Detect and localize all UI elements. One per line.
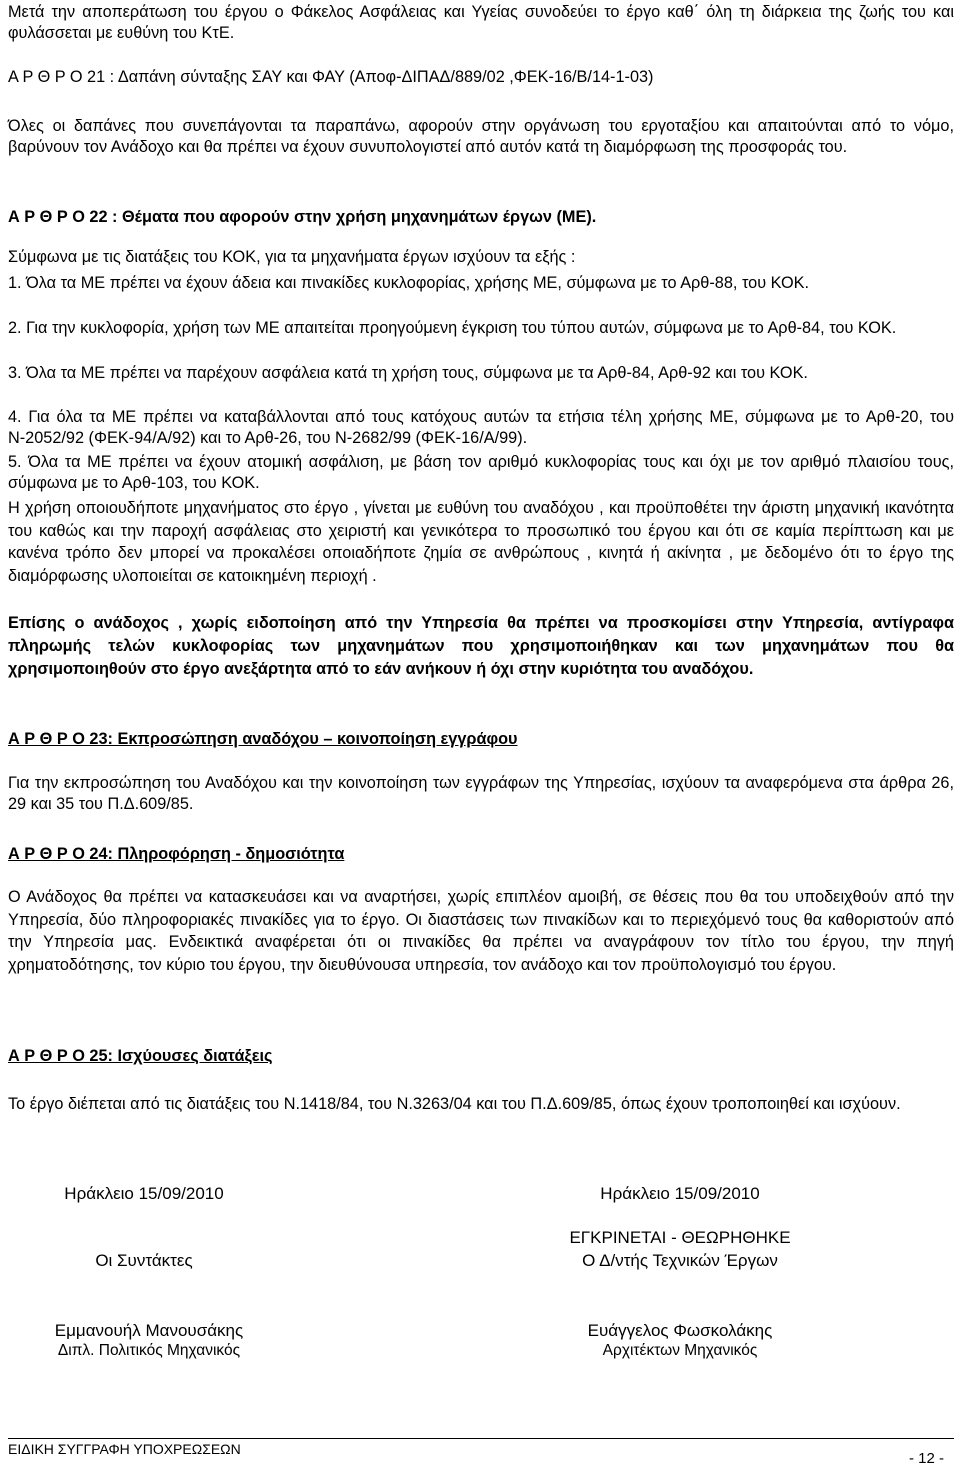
list-item bbox=[8, 407, 954, 449]
article-21-heading: Α Ρ Θ Ρ Ο 21 : Δαπάνη σύνταξης ΣΑΥ και ΦΑΥ (Αποφ-ΔΙΠΑΔ/889/02 ,ΦΕΚ-16/Β/14-1-03) bbox=[8, 68, 654, 86]
article-24-heading: Α Ρ Θ Ρ Ο 24: Πληροφόρηση - δημοσιότητα bbox=[8, 845, 345, 863]
list-item bbox=[8, 452, 954, 494]
article-22-bold-note: Επίσης ο ανάδοχος , χωρίς ειδοποίηση από την Υπηρεσία θα πρέπει να προσκομίσει στην Υπηρεσία, αντίγραφα πληρωμής τελών κυκλοφορίας των μηχανημάτων που χρησιμοποιήθηκαν και των μηχανημάτων που θα χρησιμοποιηθούν στο έργο ανεξάρτητα από το εάν ανήκουν ή όχι στην κυριότητα του αναδόχου. bbox=[8, 614, 954, 678]
footer-document-title: ΕΙΔΙΚΗ ΣΥΓΓΡΑΦΗ ΥΠΟΧΡΕΩΣΕΩΝ bbox=[8, 1441, 241, 1457]
list-item-text: Όλα τα ΜΕ πρέπει να έχουν ατομική ασφάλιση, με βάση τον αριθμό κυκλοφορίας τους και όχι με τον αριθμό πλαισίου τους, σύμφωνα με το Αρθ-103, του ΚΟΚ. bbox=[8, 453, 954, 492]
signature-left-title: Διπλ. Πολιτικός Μηχανικός bbox=[57, 1342, 241, 1359]
signature-right-role: Ο Δ/ντής Τεχνικών Έργων bbox=[582, 1251, 778, 1270]
article-22-heading: Α Ρ Θ Ρ Ο 22 : Θέματα που αφορούν στην χρήση μηχανημάτων έργων (ΜΕ). bbox=[8, 208, 597, 226]
signature-right-approval: ΕΓΚΡΙΝΕΤΑΙ - ΘΕΩΡΗΘΗΚΕ bbox=[569, 1228, 791, 1247]
list-item-number: 1. bbox=[8, 274, 22, 292]
article-22-responsibility: Η χρήση οποιουδήποτε μηχανήματος στο έργο , γίνεται με ευθύνη του αναδόχου , και προϋποθέτει την άριστη μηχανική ικανότητα του καθώς και την παροχή ασφάλειας στο χειριστή και γενικότερα το προσωπικό του έργου και ότι σε καμία περίπτωση και με κανένα τρόπο δεν μπορεί να προκαλέσει οποιαδήποτε ζημία σε ανθρώπους , κινητά ή ακίνητα , με δεδομένο ότι το έργο της διαμόρφωσης υλοποιείται σε κατοικημένη περιοχή . bbox=[8, 499, 954, 585]
signature-right-date: Ηράκλειο 15/09/2010 bbox=[600, 1184, 760, 1203]
list-item-text: Όλα τα ΜΕ πρέπει να παρέχουν ασφάλεια κατά τη χρήση τους, σύμφωνα με τα Αρθ-84, Αρθ-92 και του ΚΟΚ. bbox=[26, 364, 808, 382]
list-item-number: 5. bbox=[8, 453, 22, 471]
article-24-body: Ο Ανάδοχος θα πρέπει να κατασκευάσει και να αναρτήσει, χωρίς επιπλέον αμοιβή, σε θέσεις που θα του υποδειχθούν από την Υπηρεσία, δύο πληροφοριακές πινακίδες για το έργο. Οι διαστάσεις των πινακίδων και το περιεχόμενό τους θα καθοριστούν από την Υπηρεσία μας. Ενδεικτικά αναφέρεται ότι οι πινακίδες θα πρέπει να αναγράφουν τον τίτλο του έργου, την πηγή χρηματοδότησης, τον κύριο του έργου, την διευθύνουσα υπηρεσία, τον ανάδοχο και τον προϋπολογισμό του έργου. bbox=[8, 888, 954, 974]
list-item-text: Για όλα τα ΜΕ πρέπει να καταβάλλονται από τους κατόχους αυτών τα ετήσια τέλη χρήσης ΜΕ, σύμφωνα με το Αρθ-20, του Ν-2052/92 (ΦΕΚ-94/Α/92) και το Αρθ-26, του Ν-2682/99 (ΦΕΚ-16/Α/99). bbox=[8, 408, 954, 447]
signature-left-name: Εμμανουήλ Μανουσάκης bbox=[54, 1321, 244, 1340]
signature-left-role: Οι Συντάκτες bbox=[95, 1251, 193, 1270]
footer-divider bbox=[8, 1438, 954, 1439]
signature-left-date: Ηράκλειο 15/09/2010 bbox=[64, 1184, 224, 1203]
list-item-number: 3. bbox=[8, 364, 22, 382]
article-23-body: Για την εκπροσώπηση του Αναδόχου και την κοινοποίηση των εγγράφων της Υπηρεσίας, ισχύουν τα αναφερόμενα στα άρθρα 26, 29 και 35 του Π.Δ.609/85. bbox=[8, 774, 954, 813]
article-23-heading: Α Ρ Θ Ρ Ο 23: Εκπροσώπηση αναδόχου – κοινοποίηση εγγράφου bbox=[8, 730, 518, 748]
signature-right-name: Ευάγγελος Φωσκολάκης bbox=[587, 1321, 773, 1340]
list-item-text: Για την κυκλοφορία, χρήση των ΜΕ απαιτείται προηγούμενη έγκριση του τύπου αυτών, σύμφωνα με το Αρθ-84, του ΚΟΚ. bbox=[26, 319, 897, 337]
signature-right-title: Αρχιτέκτων Μηχανικός bbox=[602, 1342, 758, 1359]
list-item-number: 2. bbox=[8, 319, 22, 337]
article-25-heading: Α Ρ Θ Ρ Ο 25: Ισχύουσες διατάξεις bbox=[8, 1047, 273, 1065]
article-22-intro: Σύμφωνα με τις διατάξεις του ΚΟΚ, για τα μηχανήματα έργων ισχύουν τα εξής : bbox=[8, 248, 576, 266]
article-21-body: Όλες οι δαπάνες που συνεπάγονται τα παραπάνω, αφορούν στην οργάνωση του εργοταξίου και απαιτούνται από το νόμο, βαρύνουν τον Ανάδοχο και θα πρέπει να έχουν συνυπολογιστεί από αυτόν κατά τη διαμόρφωση της προσφοράς του. bbox=[8, 117, 954, 156]
list-item-number: 4. bbox=[8, 408, 22, 426]
article-25-body: Το έργο διέπεται από τις διατάξεις του Ν.1418/84, του Ν.3263/04 και του Π.Δ.609/85, όπως έχουν τροποποιηθεί και ισχύουν. bbox=[8, 1095, 901, 1113]
page-number: - 12 - bbox=[908, 1450, 944, 1467]
list-item bbox=[8, 318, 954, 339]
list-item bbox=[8, 273, 954, 294]
intro-paragraph: Μετά την αποπεράτωση του έργου ο Φάκελος Ασφάλειας και Υγείας συνοδεύει το έργο καθ΄ όλη τη διάρκεια της ζωής του και φυλάσσεται με ευθύνη του ΚτΕ. bbox=[8, 3, 954, 42]
list-item bbox=[8, 363, 954, 384]
list-item-text: Όλα τα ΜΕ πρέπει να έχουν άδεια και πινακίδες κυκλοφορίας, χρήσης ΜΕ, σύμφωνα με το Αρθ-88, του ΚΟΚ. bbox=[26, 274, 810, 292]
